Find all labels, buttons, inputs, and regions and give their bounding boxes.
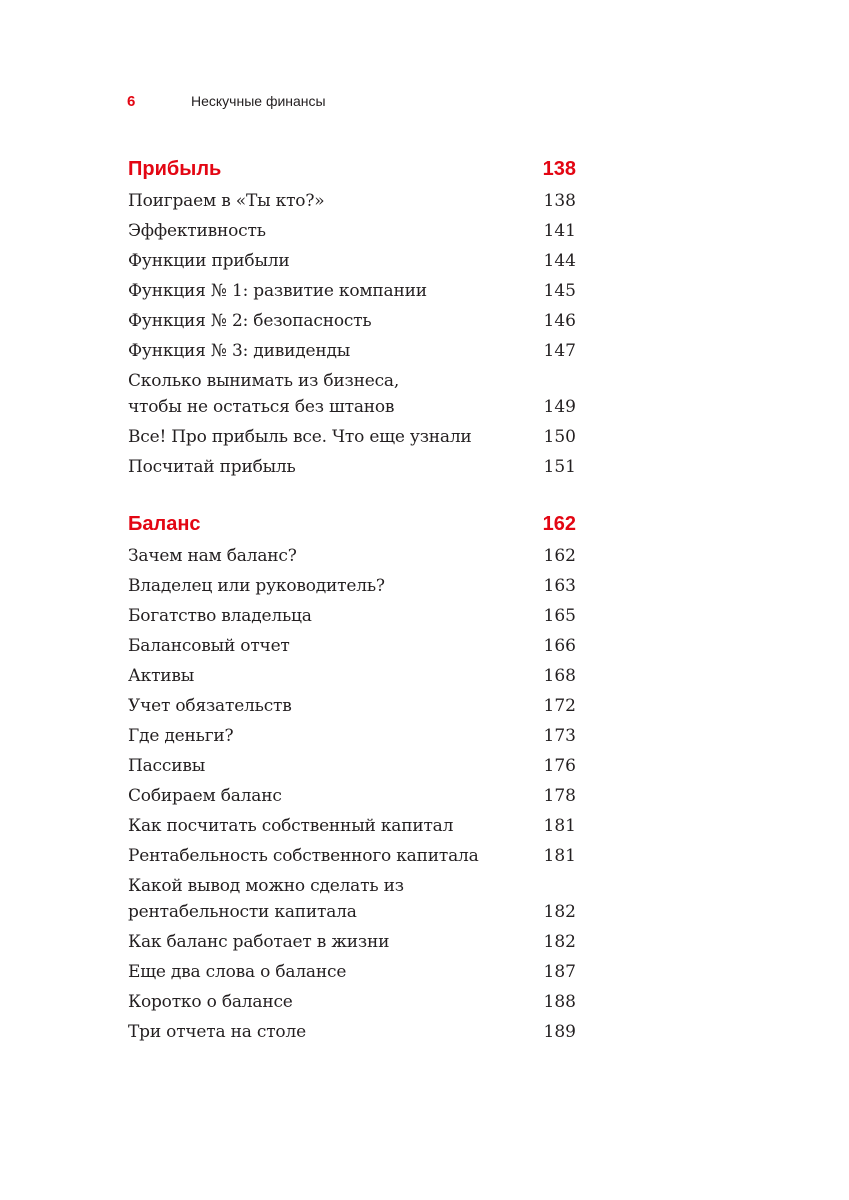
toc-entry [128,751,576,781]
section-heading [128,152,576,186]
toc-entry [128,452,576,482]
entry-title: Богатство владельца [128,606,312,626]
toc-entry [128,841,576,871]
toc-entry [128,691,576,721]
book-title: Нескучные финансы [191,93,326,109]
toc-entry [128,601,576,631]
toc-entry [128,661,576,691]
entry-title: Рентабельность собственного капитала [128,846,479,866]
toc-entry [128,216,576,246]
entry-title: Функция № 3: дивиденды [128,341,351,361]
section-page: 138 [542,157,576,180]
entry-page: 162 [543,546,576,566]
entry-title: Собираем баланс [128,786,282,806]
toc-entry [128,246,576,276]
toc-entry [128,721,576,751]
toc-entry [128,422,576,452]
entry-page: 176 [543,756,576,776]
entry-page: 168 [543,666,576,686]
toc-entry [128,927,576,957]
entry-page: 145 [543,281,576,301]
entry-title: Пассивы [128,756,206,776]
entry-page: 182 [543,932,576,952]
entry-title: Функции прибыли [128,251,290,271]
toc-entry [128,571,576,601]
entry-page: 141 [543,221,576,241]
toc-section-balance [128,507,576,1047]
toc-entry [128,781,576,811]
page-number: 6 [127,92,136,110]
entry-page: 181 [543,846,576,866]
entry-title: Где деньги? [128,726,234,746]
entry-title: Учет обязательств [128,696,292,716]
entry-title: Балансовый отчет [128,636,290,656]
toc-entry [128,871,576,927]
entry-page: 150 [543,427,576,447]
entry-title: Как баланс работает в жизни [128,932,390,952]
entry-page: 188 [543,992,576,1012]
section-page: 162 [542,512,576,535]
entry-title: Как посчитать собственный капитал [128,816,454,836]
entry-title: Эффективность [128,221,266,241]
entry-title: Еще два слова о балансе [128,962,347,982]
entry-page: 181 [543,816,576,836]
entry-page: 138 [543,191,576,211]
toc-entry [128,987,576,1017]
toc-entry [128,957,576,987]
running-head [127,90,326,112]
entry-title: Три отчета на столе [128,1022,306,1042]
toc-entry [128,276,576,306]
entry-page: 147 [543,341,576,361]
toc-entry [128,631,576,661]
entry-page: 151 [543,457,576,477]
entry-page: 146 [543,311,576,331]
entry-title: Посчитай прибыль [128,457,296,477]
entry-title: Функция № 1: развитие компании [128,281,427,301]
entry-page: 189 [543,1022,576,1042]
toc-entry [128,186,576,216]
entry-title: Владелец или руководитель? [128,576,385,596]
toc-entry [128,811,576,841]
toc-entry [128,336,576,366]
entry-title: Коротко о балансе [128,992,293,1012]
entry-title: Функция № 2: безопасность [128,311,372,331]
section-title: Баланс [128,512,201,535]
entry-page: 149 [543,397,576,417]
entry-title: Все! Про прибыль все. Что еще узнали [128,427,472,447]
toc-section-profit [128,152,576,482]
entry-page: 172 [543,696,576,716]
entry-page: 166 [543,636,576,656]
entry-page: 173 [543,726,576,746]
entry-page: 178 [543,786,576,806]
entry-page: 144 [543,251,576,271]
toc-entry [128,1017,576,1047]
section-heading [128,507,576,541]
entry-title: Какой вывод можно сделать из рентабельности капитала [128,876,404,922]
entry-page: 163 [543,576,576,596]
toc-entry [128,541,576,571]
entry-title: Сколько вынимать из бизнеса, чтобы не остаться без штанов [128,371,400,417]
entry-title: Зачем нам баланс? [128,546,297,566]
toc-entry [128,306,576,336]
toc-entry [128,366,576,422]
section-title: Прибыль [128,157,222,180]
entry-title: Поиграем в «Ты кто?» [128,191,325,211]
entry-page: 187 [543,962,576,982]
entry-page: 182 [543,902,576,922]
entry-title: Активы [128,666,195,686]
entry-page: 165 [543,606,576,626]
